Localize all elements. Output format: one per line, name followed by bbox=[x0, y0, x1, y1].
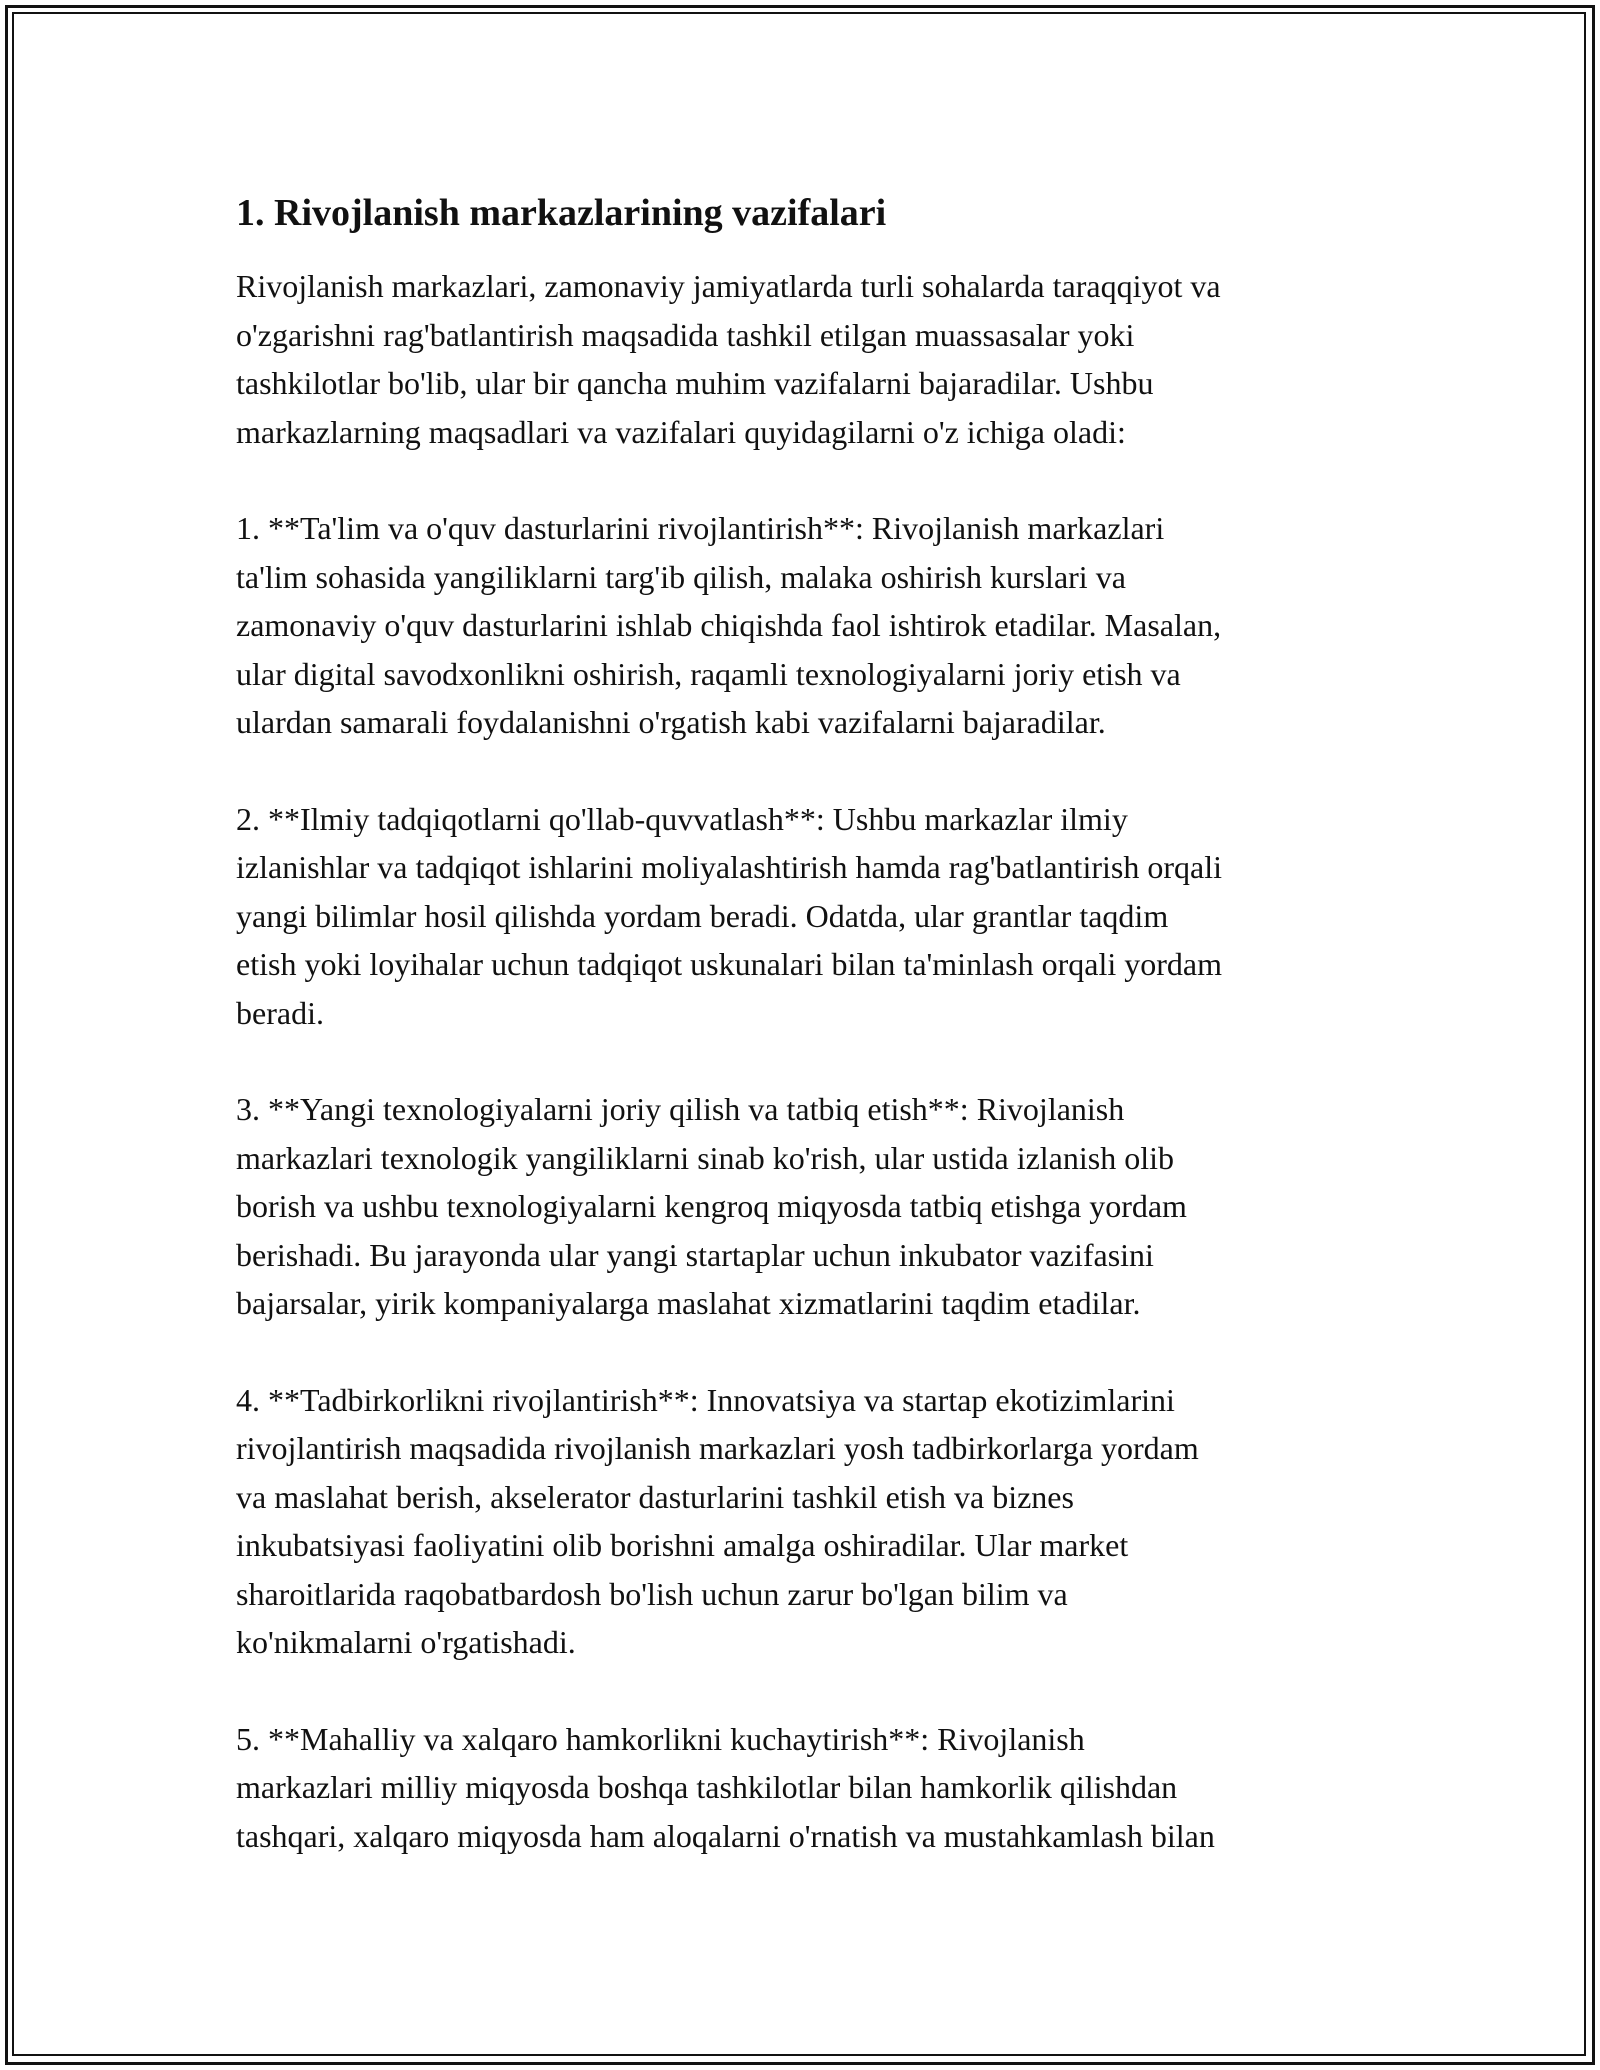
list-item-5 bbox=[236, 1715, 1374, 1861]
text-line: tashkilotlar bo'lib, ular bir qancha muhim vazifalarni bajaradilar. Ushbu bbox=[236, 365, 1154, 401]
list-item-2 bbox=[236, 795, 1374, 1038]
text-line: ko'nikmalarni o'rgatishadi. bbox=[236, 1624, 576, 1660]
text-line: inkubatsiyasi faoliyatini olib borishni amalga oshiradilar. Ular market bbox=[236, 1527, 1129, 1563]
text-line: 5. **Mahalliy va xalqaro hamkorlikni kuchaytirish**: Rivojlanish bbox=[236, 1720, 1085, 1757]
text-line: yangi bilimlar hosil qilishda yordam beradi. Odatda, ular grantlar taqdim bbox=[236, 897, 1169, 934]
text-line: izlanishlar va tadqiqot ishlarini moliyalashtirish hamda rag'batlantirish orqali bbox=[236, 849, 1222, 885]
text-line: va maslahat berish, akselerator dasturlarini tashkil etish va biznes bbox=[236, 1478, 1074, 1515]
text-line: o'zgarishni rag'batlantirish maqsadida tashkil etilgan muassasalar yoki bbox=[236, 316, 1135, 353]
list-item-1 bbox=[236, 504, 1374, 747]
text-line: berishadi. Bu jarayonda ular yangi startaplar uchun inkubator vazifasini bbox=[236, 1236, 1154, 1273]
text-line: sharoitlarida raqobatbardosh bo'lish uchun zarur bo'lgan bilim va bbox=[236, 1575, 1068, 1612]
text-line: borish va ushbu texnologiyalarni kengroq miqyosda tatbiq etishga yordam bbox=[236, 1188, 1187, 1224]
list-item-3 bbox=[236, 1085, 1374, 1328]
text-line: etish yoki loyihalar uchun tadqiqot uskunalari bilan ta'minlash orqali yordam bbox=[236, 946, 1222, 982]
text-line: ulardan samarali foydalanishni o'rgatish kabi vazifalarni bajaradilar. bbox=[236, 704, 1106, 740]
text-line: zamonaviy o'quv dasturlarini ishlab chiqishda faol ishtirok etadilar. Masalan, bbox=[236, 607, 1222, 643]
text-line: 4. **Tadbirkorlikni rivojlantirish**: Innovatsiya va startap ekotizimlarini bbox=[236, 1381, 1175, 1418]
text-line: bajarsalar, yirik kompaniyalarga maslahat xizmatlarini taqdim etadilar. bbox=[236, 1285, 1141, 1321]
text-line: beradi. bbox=[236, 994, 324, 1031]
text-line: Rivojlanish markazlari, zamonaviy jamiyatlarda turli sohalarda taraqqiyot va bbox=[236, 268, 1221, 304]
text-line: markazlari texnologik yangiliklarni sinab ko'rish, ular ustida izlanish olib bbox=[236, 1139, 1174, 1176]
text-line: ta'lim sohasida yangiliklarni targ'ib qilish, malaka oshirish kurslari va bbox=[236, 558, 1126, 595]
text-line: markazlari milliy miqyosda boshqa tashkilotlar bilan hamkorlik qilishdan bbox=[236, 1769, 1178, 1805]
text-line: ular digital savodxonlikni oshirish, raqamli texnologiyalarni joriy etish va bbox=[236, 655, 1181, 692]
section-heading: 1. Rivojlanish markazlarining vazifalari bbox=[236, 192, 887, 234]
text-line: markazlarning maqsadlari va vazifalari quyidagilarni o'z ichiga oladi: bbox=[236, 413, 1126, 450]
intro-paragraph bbox=[236, 262, 1374, 456]
document-body bbox=[236, 186, 1374, 1908]
text-line: tashqari, xalqaro miqyosda ham aloqalarni o'rnatish va mustahkamlash bilan bbox=[236, 1817, 1215, 1854]
text-line: 2. **Ilmiy tadqiqotlarni qo'llab-quvvatlash**: Ushbu markazlar ilmiy bbox=[236, 800, 1128, 837]
text-line: 3. **Yangi texnologiyalarni joriy qilish va tatbiq etish**: Rivojlanish bbox=[236, 1091, 1125, 1127]
text-line: rivojlantirish maqsadida rivojlanish markazlari yosh tadbirkorlarga yordam bbox=[236, 1430, 1199, 1466]
text-line: 1. **Ta'lim va o'quv dasturlarini rivojlantirish**: Rivojlanish markazlari bbox=[236, 510, 1165, 546]
list-item-4 bbox=[236, 1376, 1374, 1667]
